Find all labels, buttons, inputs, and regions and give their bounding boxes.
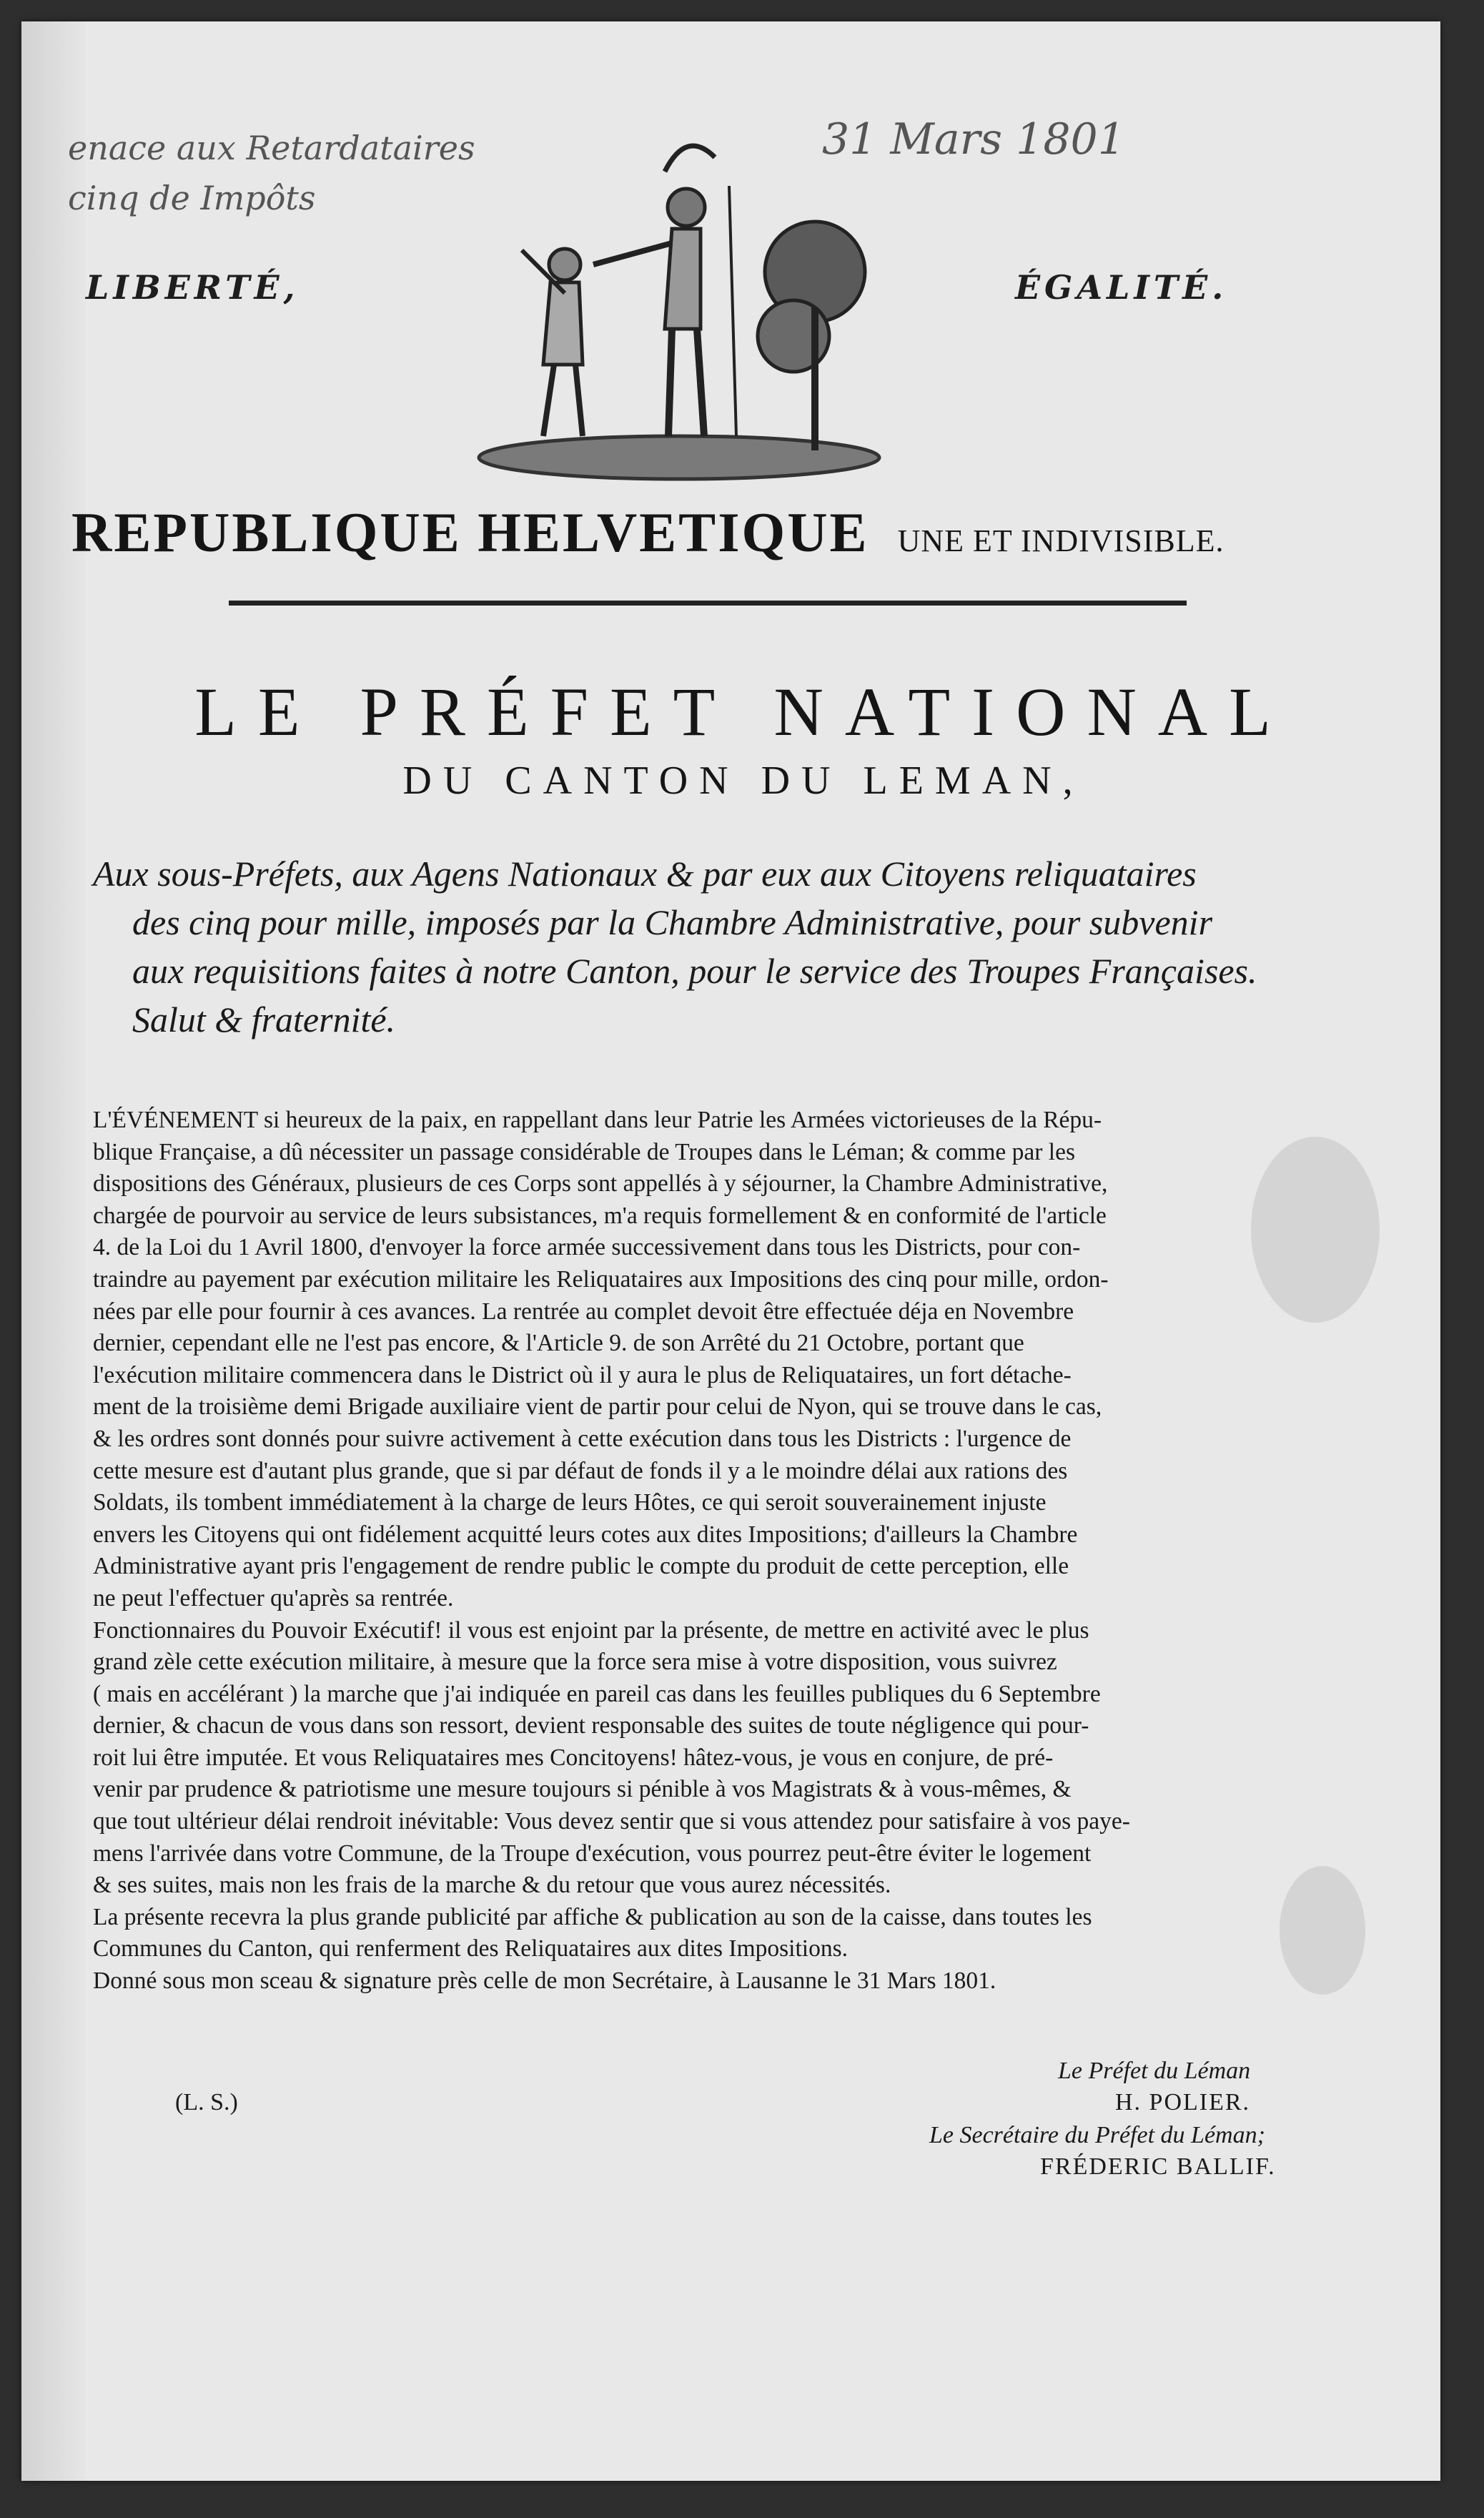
body-line: ne peut l'effectuer qu'après sa rentrée. — [93, 1584, 454, 1611]
address-line: Salut & fraternité. — [132, 999, 396, 1040]
body-line: La présente recevra la plus grande publicité par affiche & publication au son de la caisse, dans toutes les — [93, 1903, 1092, 1930]
body-line: Soldats, ils tombent immédiatement à la charge de leurs Hôtes, ce qui seroit souverainement injuste — [93, 1489, 1047, 1516]
body-line: l'exécution militaire commencera dans le District où il y aura le plus de Reliquataires, un fort détache- — [93, 1361, 1072, 1388]
address-line: des cinq pour mille, imposés par la Chambre Administrative, pour subvenir — [132, 902, 1213, 942]
republic-main: REPUBLIQUE HELVETIQUE — [71, 501, 869, 563]
body-line: & ses suites, mais non les frais de la marche & du retour que vous aurez nécessités. — [93, 1872, 891, 1899]
paper-fold — [21, 21, 86, 2481]
body-line: Communes du Canton, qui renferment des Reliquataires aux dites Impositions. — [93, 1935, 849, 1962]
handwritten-date: 31 Mars 1801 — [822, 114, 1125, 164]
secretary-title: Le Secrétaire du Préfet du Léman; — [929, 2122, 1265, 2148]
republic-suffix: UNE ET INDIVISIBLE. — [897, 523, 1225, 558]
handwritten-note-line2: cinq de Impôts — [68, 179, 316, 217]
prefect-name: H. POLIER. — [1115, 2089, 1251, 2115]
title-canton: DU CANTON DU LEMAN, — [402, 759, 1084, 803]
body-line: Donné sous mon sceau & signature près celle de mon Secrétaire, à Lausanne le 31 Mars 1801. — [93, 1968, 996, 1995]
helvetic-emblem-icon — [457, 129, 901, 500]
body-line: mens l'arrivée dans votre Commune, de la Troupe d'exécution, vous pourrez peut-être éviter le logement — [93, 1840, 1092, 1867]
address-line: Aux sous-Préfets, aux Agens Nationaux & par eux aux Citoyens reliquataires — [93, 854, 1197, 894]
body-line: grand zèle cette exécution militaire, à mesure que la force sera mise à votre disposition, vous suivrez — [93, 1649, 1057, 1676]
body-line: roit lui être imputée. Et vous Reliquataires mes Concitoyens! hâtez-vous, je vous en conjure, de pré- — [93, 1744, 1054, 1771]
body-line: blique Française, a dû nécessiter un passage considérable de Troupes dans le Léman; & comme par les — [93, 1138, 1076, 1165]
body-line: chargée de pourvoir au service de leurs subsistances, m'a requis formellement & en conformité de l'article — [93, 1202, 1107, 1229]
motto-egalite: ÉGALITÉ. — [1015, 268, 1228, 307]
body-line: dispositions des Généraux, plusieurs de ces Corps sont appellés à y séjourner, la Chambre Administrative, — [93, 1170, 1108, 1198]
divider-rule — [229, 601, 1187, 606]
body-line: ( mais en accélérant ) la marche que j'ai indiquée en pareil cas dans les feuilles publiques du 6 Septembre — [93, 1680, 1101, 1707]
body-line: envers les Citoyens qui ont fidélement acquitté leurs cotes aux dites Impositions; d'ailleurs la Chambre — [93, 1521, 1078, 1548]
body-line: ment de la troisième demi Brigade auxiliaire vient de partir pour celui de Nyon, qui se trouve dans le cas, — [93, 1393, 1102, 1421]
handwritten-note-line1: enace aux Retardataires — [68, 129, 475, 167]
body-line: dernier, & chacun de vous dans son ressort, devient responsable des suites de toute négligence qui pour- — [93, 1712, 1089, 1739]
address-block — [93, 849, 1365, 1044]
body-line: Administrative ayant pris l'engagement de rendre public le compte du produit de cette perception, elle — [93, 1553, 1069, 1580]
proclamation-body — [93, 1105, 1330, 1998]
body-line: nées par elle pour fournir à ces avances. La rentrée au complet devoit être effectuée déja en Novembre — [93, 1298, 1074, 1325]
title-prefet: LE PRÉFET NATIONAL — [194, 673, 1292, 750]
body-line: dernier, cependant elle ne l'est pas encore, & l'Article 9. de son Arrêté du 21 Octobre, portant que — [93, 1330, 1024, 1357]
body-line: venir par prudence & patriotisme une mesure toujours si pénible à vos Magistrats & à vous-mêmes, & — [93, 1776, 1072, 1803]
republic-heading — [71, 500, 1358, 565]
body-line: traindre au payement par exécution militaire les Reliquataires aux Impositions des cinq pour mille, ordon- — [93, 1265, 1109, 1293]
body-line: Fonctionnaires du Pouvoir Exécutif! il vous est enjoint par la présente, de mettre en activité avec le plus — [93, 1616, 1089, 1644]
secretary-name: FRÉDERIC BALLIF. — [1040, 2153, 1276, 2180]
motto-liberte: LIBERTÉ, — [86, 268, 300, 307]
prefect-title: Le Préfet du Léman — [1058, 2058, 1251, 2084]
address-line: aux requisitions faites à notre Canton, pour le service des Troupes Françaises. — [132, 951, 1257, 991]
body-line: cette mesure est d'autant plus grande, que si par défaut de fonds il y a le moindre délai aux rations des — [93, 1457, 1068, 1484]
body-line: L'ÉVÉNEMENT si heureux de la paix, en rappellant dans leur Patrie les Armées victorieuses de la Répu- — [93, 1107, 1102, 1133]
body-line: 4. de la Loi du 1 Avril 1800, d'envoyer la force armée successivement dans tous les Districts, pour con- — [93, 1234, 1081, 1261]
seal-mark: (L. S.) — [175, 2089, 238, 2115]
body-line: & les ordres sont donnés pour suivre activement à cette exécution dans tous les Districts : l'urgence de — [93, 1425, 1072, 1452]
body-line: que tout ultérieur délai rendroit inévitable: Vous devez sentir que si vous attendez pour satisfaire à vos paye- — [93, 1808, 1130, 1835]
